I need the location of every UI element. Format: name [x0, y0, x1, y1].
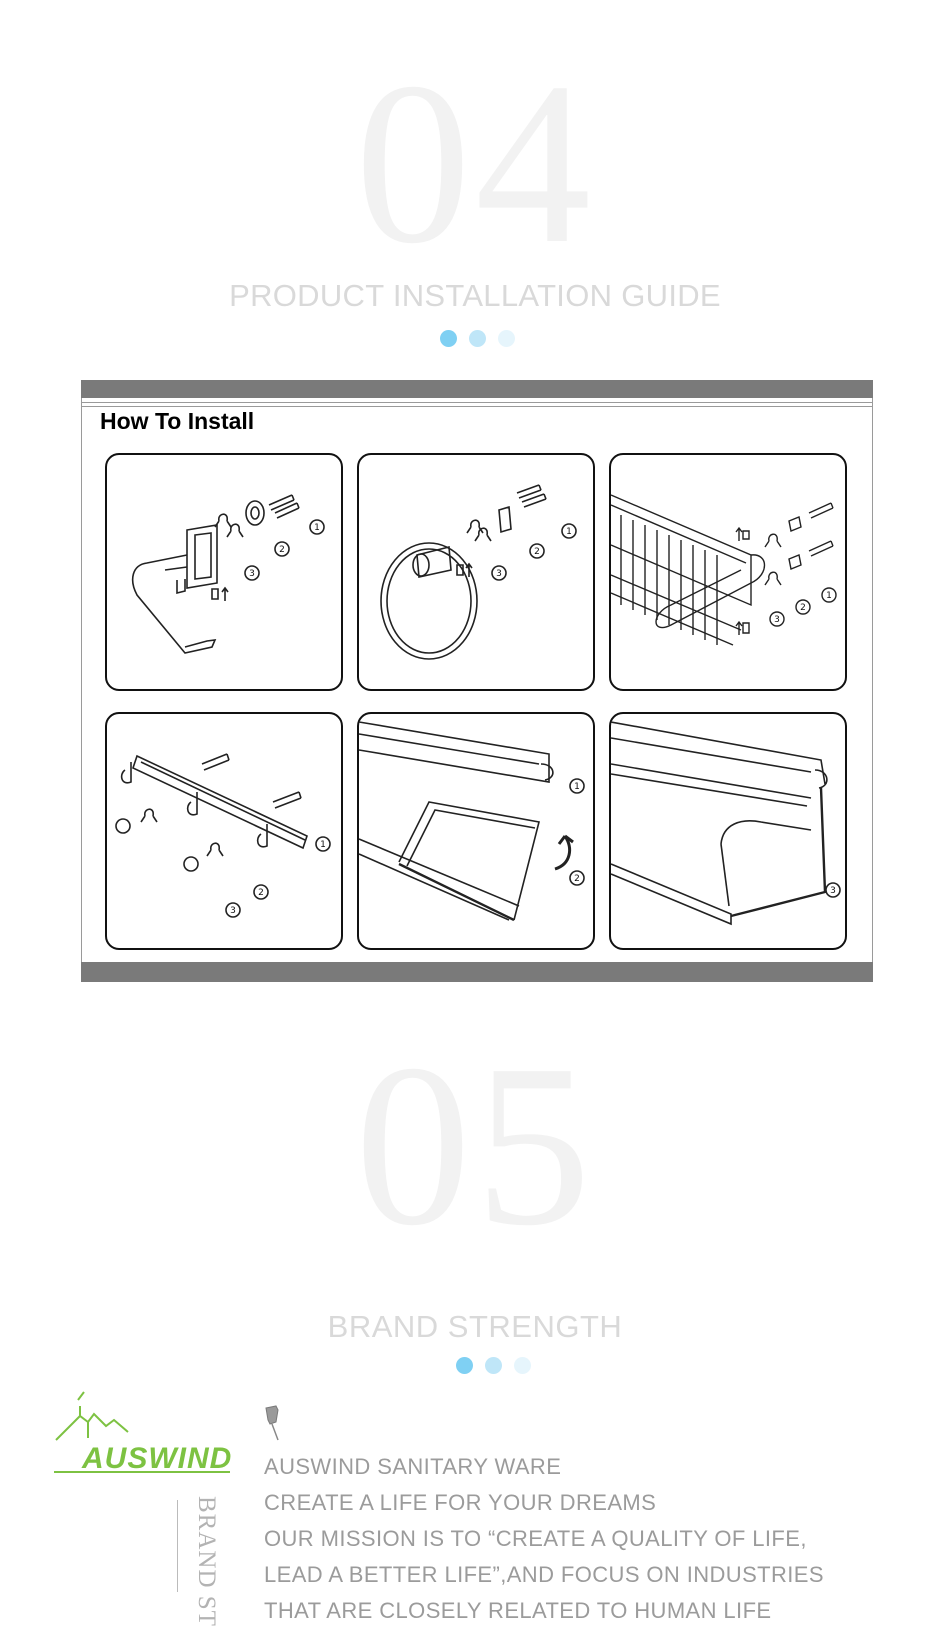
brand-line-4: LEAD A BETTER LIFE”,AND FOCUS ON INDUSTRIES — [264, 1562, 824, 1587]
brand-line-5: THAT ARE CLOSELY RELATED TO HUMAN LIFE — [264, 1598, 772, 1623]
step-label: 1 — [566, 527, 572, 537]
brand-line-2: CREATE A LIFE FOR YOUR DREAMS — [264, 1490, 657, 1515]
panel-hook-rail — [105, 712, 343, 950]
basket-shelf-illustration — [611, 455, 847, 691]
hook-rail-illustration — [107, 714, 343, 950]
dot-3 — [498, 330, 515, 347]
section-04-number: 04 — [355, 35, 595, 292]
step-label: 3 — [249, 569, 255, 579]
step-label: 3 — [496, 569, 502, 579]
step-label: 2 — [574, 874, 580, 884]
step-label: 1 — [320, 840, 326, 850]
guide-bottom-bar — [81, 962, 873, 982]
step-label: 1 — [314, 523, 320, 533]
dot-1 — [440, 330, 457, 347]
panel-basket-shelf — [609, 453, 847, 691]
basket-hang-illustration — [359, 714, 595, 950]
guide-rule — [81, 402, 873, 403]
step-label: 1 — [574, 782, 580, 792]
house-logo-icon — [56, 1414, 128, 1440]
dot-2 — [469, 330, 486, 347]
guide-rule — [81, 406, 873, 407]
step-label: 2 — [258, 888, 264, 898]
panel-towel-ring — [357, 453, 595, 691]
section-05-title: BRAND STRENGTH — [327, 1309, 623, 1344]
step-label: 1 — [826, 591, 832, 601]
logo-text: AUSWIND — [82, 1442, 233, 1475]
brand-divider — [177, 1500, 178, 1592]
panel-paper-holder — [105, 453, 343, 691]
dot-2 — [485, 1357, 502, 1374]
step-label: 2 — [279, 545, 285, 555]
step-label: 2 — [534, 547, 540, 557]
section-04-dots — [440, 330, 515, 347]
section-05-dots — [456, 1357, 531, 1374]
step-label: 3 — [830, 886, 836, 896]
auswind-logo — [54, 1378, 234, 1478]
dot-3 — [514, 1357, 531, 1374]
guide-border-left — [81, 398, 82, 962]
step-label: 2 — [800, 603, 806, 613]
paper-holder-illustration — [107, 455, 343, 691]
installation-guide — [81, 380, 873, 982]
panel-basket-hang — [357, 712, 595, 950]
brand-line-3: OUR MISSION IS TO “CREATE A QUALITY OF LIFE, — [264, 1526, 807, 1551]
brand-vertical-label: BRAND ST — [193, 1496, 220, 1627]
basket-installed-illustration — [611, 714, 847, 950]
step-label: 3 — [774, 615, 780, 625]
brand-line-1: AUSWIND SANITARY WARE — [264, 1454, 562, 1479]
panel-basket-installed — [609, 712, 847, 950]
guide-heading: How To Install — [100, 408, 255, 434]
guide-top-bar — [81, 380, 873, 398]
section-05-number: 05 — [355, 1017, 595, 1274]
dot-1 — [456, 1357, 473, 1374]
pushpin-icon — [262, 1404, 288, 1442]
section-04-title: PRODUCT INSTALLATION GUIDE — [229, 278, 721, 313]
towel-ring-illustration — [359, 455, 595, 691]
step-label: 3 — [230, 906, 236, 916]
guide-border-right — [872, 398, 873, 962]
